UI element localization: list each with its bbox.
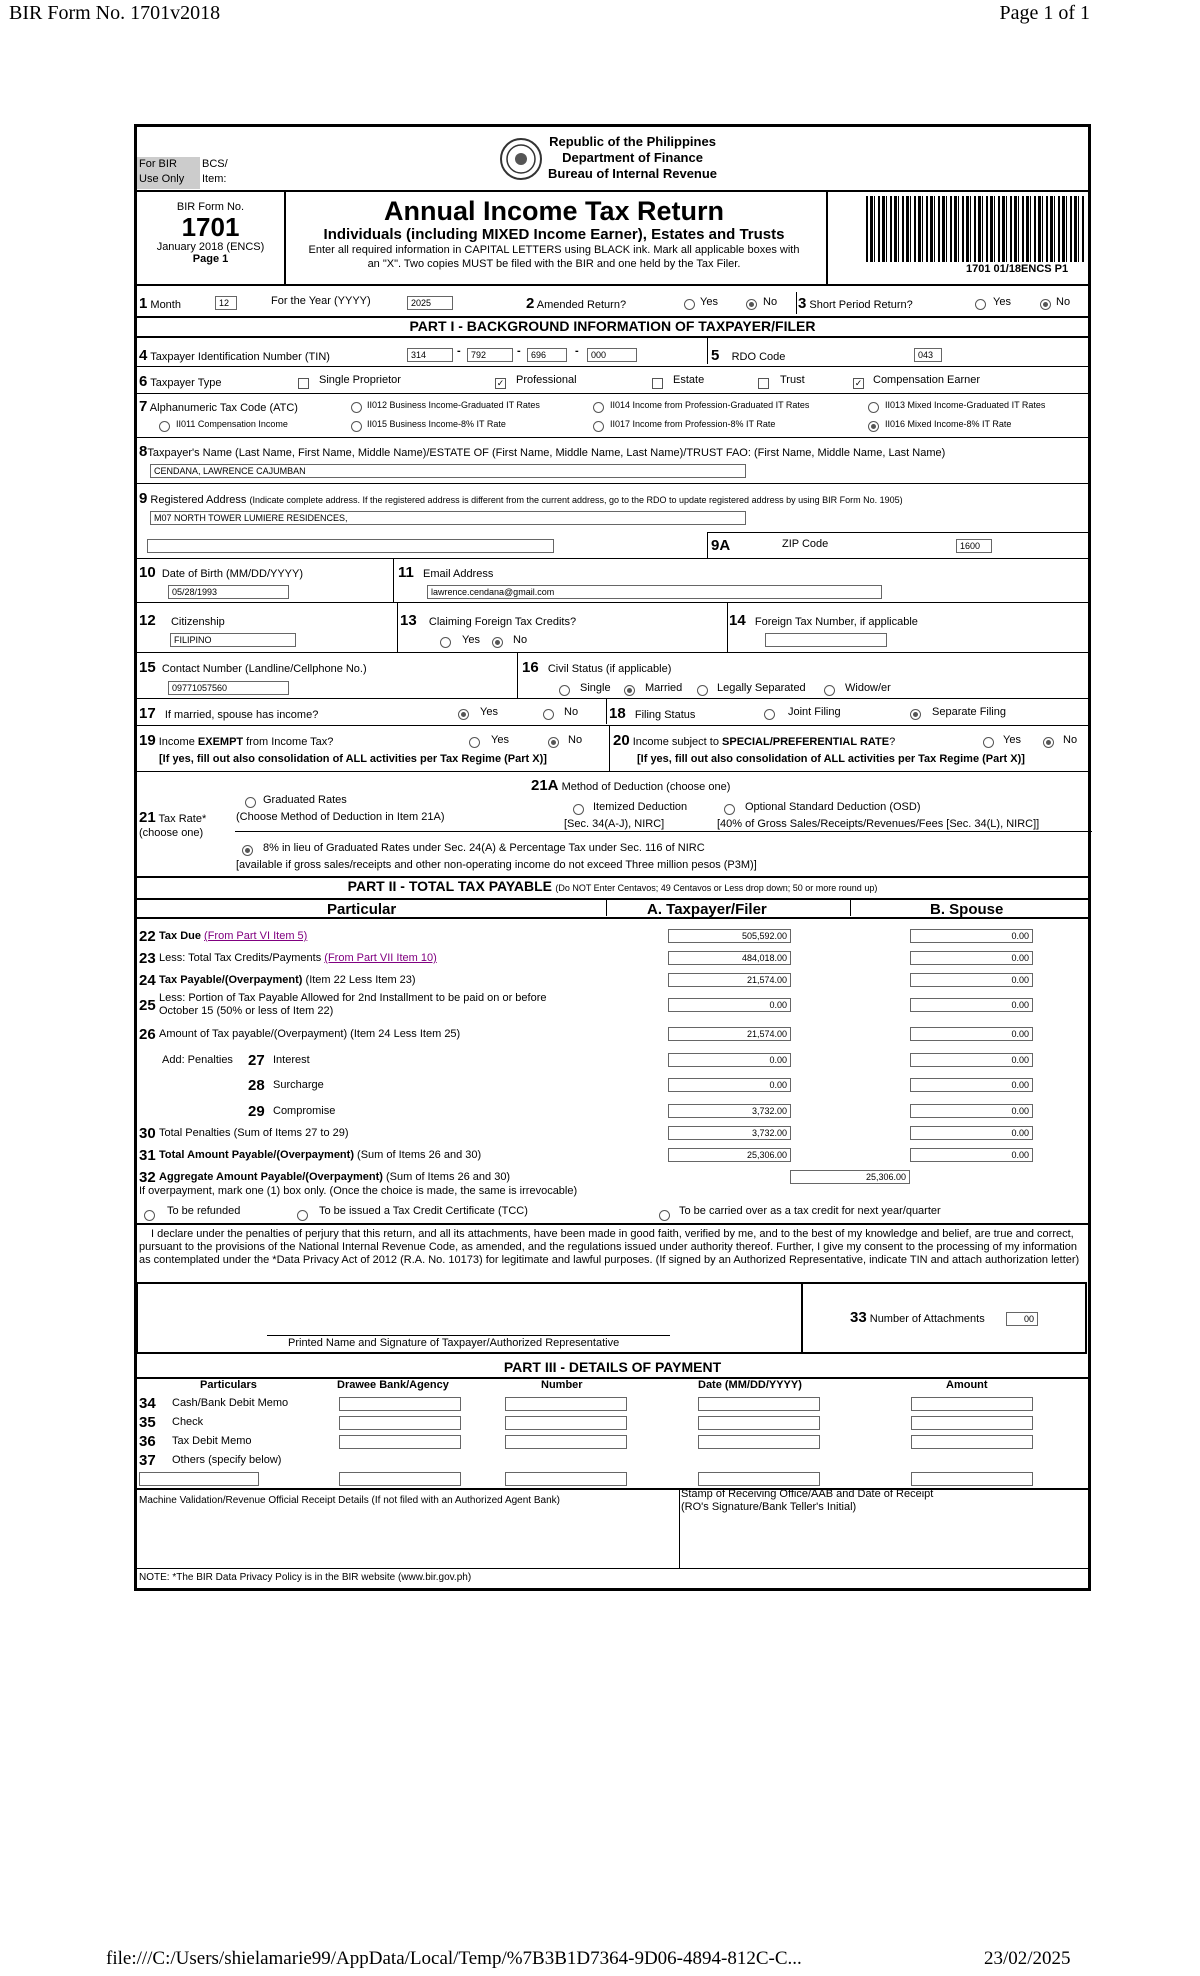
atc-ii016-radio[interactable] xyxy=(868,421,879,432)
type-trust-checkbox[interactable] xyxy=(758,378,769,389)
part3-title: PART III - DETAILS OF PAYMENT xyxy=(503,1359,722,1375)
declaration-text: I declare under the penalties of perjury that this return, and all its attachments, have been made in good faith, verified by me, and to the best of my knowledge and belief, are true and correct, pursuant to the provisions of the National Internal Revenue Code, as amended, and the regulations issued under authority thereof. Further, I give my consent to the processing of my information as contemplated under the *Data Privacy Act of 2012 (R.A. No. 10173) for legitimate and lawful purposes. (If signed by an Authorized Representative, indicate TIN and attach authorization letter) xyxy=(139,1228,1080,1266)
item-25-spouse-field[interactable]: 0.00 xyxy=(910,998,1033,1012)
address-field[interactable]: M07 NORTH TOWER LUMIERE RESIDENCES, xyxy=(150,511,746,525)
item-32-aggregate-field[interactable]: 25,306.00 xyxy=(790,1170,910,1184)
item-31-taxpayer-field[interactable]: 25,306.00 xyxy=(668,1148,791,1162)
atc-ii012-radio[interactable] xyxy=(351,402,362,413)
payment-34-field-3[interactable] xyxy=(698,1397,820,1411)
dob-field[interactable]: 05/28/1993 xyxy=(168,585,289,599)
browser-footer-left: file:///C:/Users/shielamarie99/AppData/Local/Temp/%7B3B1D7364-9D06-4894-812C-C... xyxy=(106,1948,802,1969)
payment-34-field-2[interactable] xyxy=(505,1397,627,1411)
special-yes-radio[interactable] xyxy=(983,737,994,748)
browser-footer-right: 23/02/2025 xyxy=(984,1948,1071,1969)
item-29-taxpayer-field[interactable]: 3,732.00 xyxy=(668,1104,791,1118)
item-29-spouse-field[interactable]: 0.00 xyxy=(910,1104,1033,1118)
year-field[interactable]: 2025 xyxy=(407,296,453,310)
part2-title: PART II - TOTAL TAX PAYABLE (Do NOT Enter Centavos; 49 Centavos or Less drop down; 50 or more round up) xyxy=(347,878,878,894)
bcs-item: BCS/ Item: xyxy=(202,158,228,185)
barcode-code: 1701 01/18ENCS P1 xyxy=(966,263,1069,275)
eight-percent-radio[interactable] xyxy=(242,845,253,856)
atc-ii017-radio[interactable] xyxy=(593,421,604,432)
for-bir-box: For BIR Use Only xyxy=(137,157,200,189)
payment-36-field-4[interactable] xyxy=(911,1435,1033,1449)
foreign-tax-number-field[interactable] xyxy=(765,633,887,647)
exempt-yes-radio[interactable] xyxy=(469,737,480,748)
osd-radio[interactable] xyxy=(724,804,735,815)
form-title: Annual Income Tax Return xyxy=(383,196,725,226)
item-25-taxpayer-field[interactable]: 0.00 xyxy=(668,998,791,1012)
zip-field[interactable]: 1600 xyxy=(956,539,992,553)
spouse-income-no-radio[interactable] xyxy=(543,709,554,720)
type-estate-checkbox[interactable] xyxy=(652,378,663,389)
agency-block: Republic of the Philippines Department of Finance Bureau of Internal Revenue xyxy=(548,134,718,181)
tin-part1[interactable]: 314 xyxy=(407,348,453,362)
part1-title: PART I - BACKGROUND INFORMATION OF TAXPAYER/FILER xyxy=(409,318,816,334)
exempt-no-radio[interactable] xyxy=(548,737,559,748)
item-26-taxpayer-field[interactable]: 21,574.00 xyxy=(668,1027,791,1041)
payment-37-field-1[interactable] xyxy=(339,1472,461,1486)
item-24-spouse-field[interactable]: 0.00 xyxy=(910,973,1033,987)
payment-34-field-1[interactable] xyxy=(339,1397,461,1411)
payment-35-field-2[interactable] xyxy=(505,1416,627,1430)
short-no-radio[interactable] xyxy=(1040,299,1051,310)
payment-34-field-4[interactable] xyxy=(911,1397,1033,1411)
atc-ii011-radio[interactable] xyxy=(159,421,170,432)
payment-37-field-3[interactable] xyxy=(698,1472,820,1486)
civil-separated-radio[interactable] xyxy=(697,685,708,696)
refund-radio[interactable] xyxy=(144,1210,155,1221)
civil-married-radio[interactable] xyxy=(624,685,635,696)
rdo-field[interactable]: 043 xyxy=(914,348,942,362)
foreign-credit-no-radio[interactable] xyxy=(492,637,503,648)
graduated-radio[interactable] xyxy=(245,797,256,808)
email-field[interactable]: lawrence.cendana@gmail.com xyxy=(427,585,882,599)
item-23-spouse-field[interactable]: 0.00 xyxy=(910,951,1033,965)
item-28-spouse-field[interactable]: 0.00 xyxy=(910,1078,1033,1092)
tin-part3[interactable]: 696 xyxy=(527,348,567,362)
filing-separate-radio[interactable] xyxy=(910,709,921,720)
item-27-spouse-field[interactable]: 0.00 xyxy=(910,1053,1033,1067)
item-26-spouse-field[interactable]: 0.00 xyxy=(910,1027,1033,1041)
atc-ii014-radio[interactable] xyxy=(593,402,604,413)
form-id-block: BIR Form No. 1701 January 2018 (ENCS) Page 1 xyxy=(156,201,265,265)
filing-joint-radio[interactable] xyxy=(764,709,775,720)
contact-field[interactable]: 09771057560 xyxy=(168,681,289,695)
payment-35-field-4[interactable] xyxy=(911,1416,1033,1430)
browser-header-right: Page 1 of 1 xyxy=(999,2,1090,24)
taxpayer-name-field[interactable]: CENDANA, LAWRENCE CAJUMBAN xyxy=(150,464,746,478)
payment-36-field-3[interactable] xyxy=(698,1435,820,1449)
bir-seal-icon xyxy=(500,138,542,180)
item-31-spouse-field[interactable]: 0.00 xyxy=(910,1148,1033,1162)
item-27-taxpayer-field[interactable]: 0.00 xyxy=(668,1053,791,1067)
carry-over-radio[interactable] xyxy=(659,1210,670,1221)
item-30-taxpayer-field[interactable]: 3,732.00 xyxy=(668,1126,791,1140)
short-yes-radio[interactable] xyxy=(975,299,986,310)
item-22-spouse-field[interactable]: 0.00 xyxy=(910,929,1033,943)
form-title-block: Annual Income Tax Return Individuals (including MIXED Income Earner), Estates and Trusts Enter all required information in CAPITAL LETTERS using BLACK ink. Mark all applicable boxes with an "X". Two copies MUST be filed with the BIR and one held by the Tax Filer. xyxy=(284,196,824,271)
tcc-radio[interactable] xyxy=(297,1210,308,1221)
citizenship-field[interactable]: FILIPINO xyxy=(170,633,296,647)
item-23-taxpayer-field[interactable]: 484,018.00 xyxy=(668,951,791,965)
atc-ii015-radio[interactable] xyxy=(351,421,362,432)
itemized-radio[interactable] xyxy=(573,804,584,815)
type-professional-checkbox[interactable]: ✓ xyxy=(496,378,505,388)
civil-widow-radio[interactable] xyxy=(824,685,835,696)
item-30-spouse-field[interactable]: 0.00 xyxy=(910,1126,1033,1140)
type-single-checkbox[interactable] xyxy=(298,378,309,389)
payment-37-field-2[interactable] xyxy=(505,1472,627,1486)
payment-37-specify-field[interactable] xyxy=(139,1472,259,1486)
spouse-income-yes-radio[interactable] xyxy=(458,709,469,720)
amended-yes-radio[interactable] xyxy=(684,299,695,310)
month-field[interactable]: 12 xyxy=(215,296,237,310)
attachments-field[interactable]: 00 xyxy=(1006,1312,1038,1326)
item-28-taxpayer-field[interactable]: 0.00 xyxy=(668,1078,791,1092)
browser-header-left: BIR Form No. 1701v2018 xyxy=(9,2,221,24)
item-24-taxpayer-field[interactable]: 21,574.00 xyxy=(668,973,791,987)
type-compensation-checkbox[interactable]: ✓ xyxy=(854,378,863,388)
amended-no-radio[interactable] xyxy=(746,299,757,310)
payment-36-field-1[interactable] xyxy=(339,1435,461,1449)
address-field-2[interactable] xyxy=(147,539,554,553)
payment-35-field-3[interactable] xyxy=(698,1416,820,1430)
barcode xyxy=(866,196,1084,262)
foreign-credit-yes-radio[interactable] xyxy=(440,637,451,648)
payment-35-field-1[interactable] xyxy=(339,1416,461,1430)
payment-37-field-4[interactable] xyxy=(911,1472,1033,1486)
tin-part4[interactable]: 000 xyxy=(587,348,637,362)
tin-part2[interactable]: 792 xyxy=(467,348,513,362)
civil-single-radio[interactable] xyxy=(559,685,570,696)
special-no-radio[interactable] xyxy=(1043,737,1054,748)
item-22-taxpayer-field[interactable]: 505,592.00 xyxy=(668,929,791,943)
atc-ii013-radio[interactable] xyxy=(868,402,879,413)
payment-36-field-2[interactable] xyxy=(505,1435,627,1449)
